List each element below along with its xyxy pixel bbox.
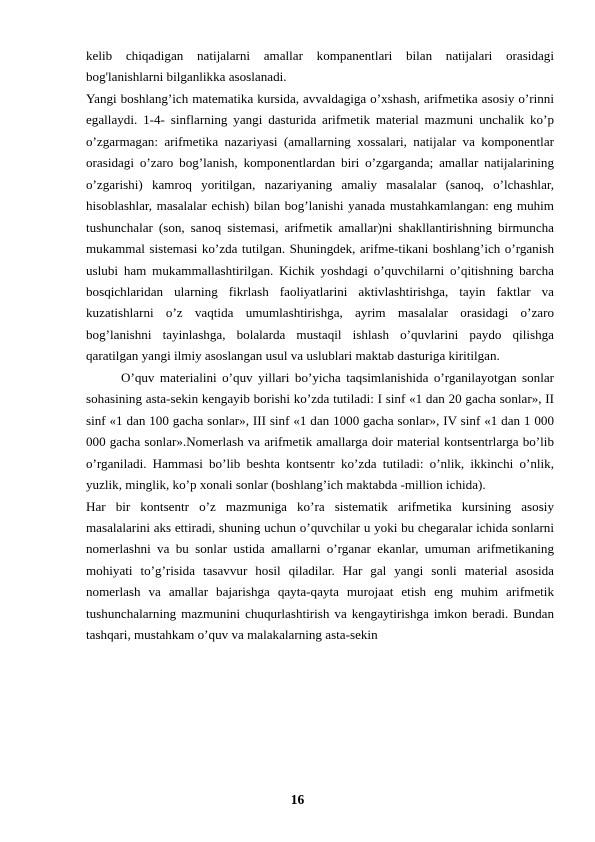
paragraph-concentric-structure: Har bir kontsentr o’z mazmuniga ko’ra sistematik arifmetika kursining asosiy masalalarini aks ettiradi, shuning uchun o’quvchilar u yoki bu chegaralar ichida sonlarni nomerlashni va bu sonlar ustida amallarni o’rganar ekanlar, umuman arifmetikaning mohiyati to’g’risida tasavvur hosil qiladilar. Har gal yangi sonli material asosida nomerlash va amallar bajarishga qayta-qayta murojaat etish eng muhim arifmetik tushunchalarning mazmunini chuqurlashtirish va kengaytirishga imkon beradi. Bundan tashqari, mustahkam o’quv va malakalarning asta-sekin	[86, 498, 554, 643]
page-number: 16	[290, 792, 305, 807]
paragraph-study-material: O’quv materialini o’quv yillari bo’yicha taqsimlanishida o’rganilayotgan sonlar sohasining asta-sekin kengayib borishi ko’zda tutiladi: I sinf «1 dan 20 gacha sonlar», II sinf «1 dan 100 gacha sonlar», III sinf «1 dan 1000 gacha sonlar», IV sinf «1 dan 1 000 000 gacha sonlar».Nomerlash va arifmetik amallarga doir material kontsentrlarga bo’lib o’rganiladi. Hammasi bo’lib beshta kontsentr ko’zda tutiladi: o’nlik, ikkinchi o’nlik, yuzlik, minglik, ko’p xonali sonlar (boshlang’ich maktabda -million ichida).	[86, 369, 554, 493]
paragraph-arithmetic-course: Yangi boshlang’ich matematika kursida, avvaldagiga o’xshash, arifmetika asosiy o’rinni egallaydi. 1-4- sinflarning yangi dasturida arifmetik material mazmuni unchalik ko’p o’zgarmagan: arifmetika nazariyasi (amallarning xossalari, natijalar va komponentlar orasidagi o’zaro bog’lanish, komponentlardan biri o’zgarganda; amallar natijalarining o’zgarishi) kamroq yoritilgan, nazariyaning amaliy masalalar (sanoq, o’lchashlar, hisoblashlar, masalalar echish) bilan bog’lanishi yanada mustahkamlangan: eng muhim tushunchalar (son, sanoq sistemasi, arifmetik amallar)ni shakllantirishning birmuncha mukammal sistemasi ko’zda tutilgan. Shuningdek, arifme-tikani boshlang’ich o’rganish uslubi ham mukammallashtirilgan. Kichik yoshdagi o’quvchilarni o’qitishning barcha bosqichlaridan ularning fikrlash faoliyatlarini aktivlashtirishga, tayin faktlar va kuzatishlarni o’z vaqtida umumlashtirishga, ayrim masalalar orasidagi o’zaro bog’lanishni tayinlashga, bolalarda mustaqil ishlash o’quvlarini paydo qilishga qaratilgan yangi ilmiy asoslangan usul va uslublari maktab dasturiga kiritilgan.	[86, 90, 554, 364]
body-text	[86, 45, 554, 646]
paragraph-continuation: kelib chiqadigan natijalarni amallar kompanentlari bilan natijalari orasidagi bog'lanishlarni bilganlikka asoslanadi.	[86, 48, 554, 85]
